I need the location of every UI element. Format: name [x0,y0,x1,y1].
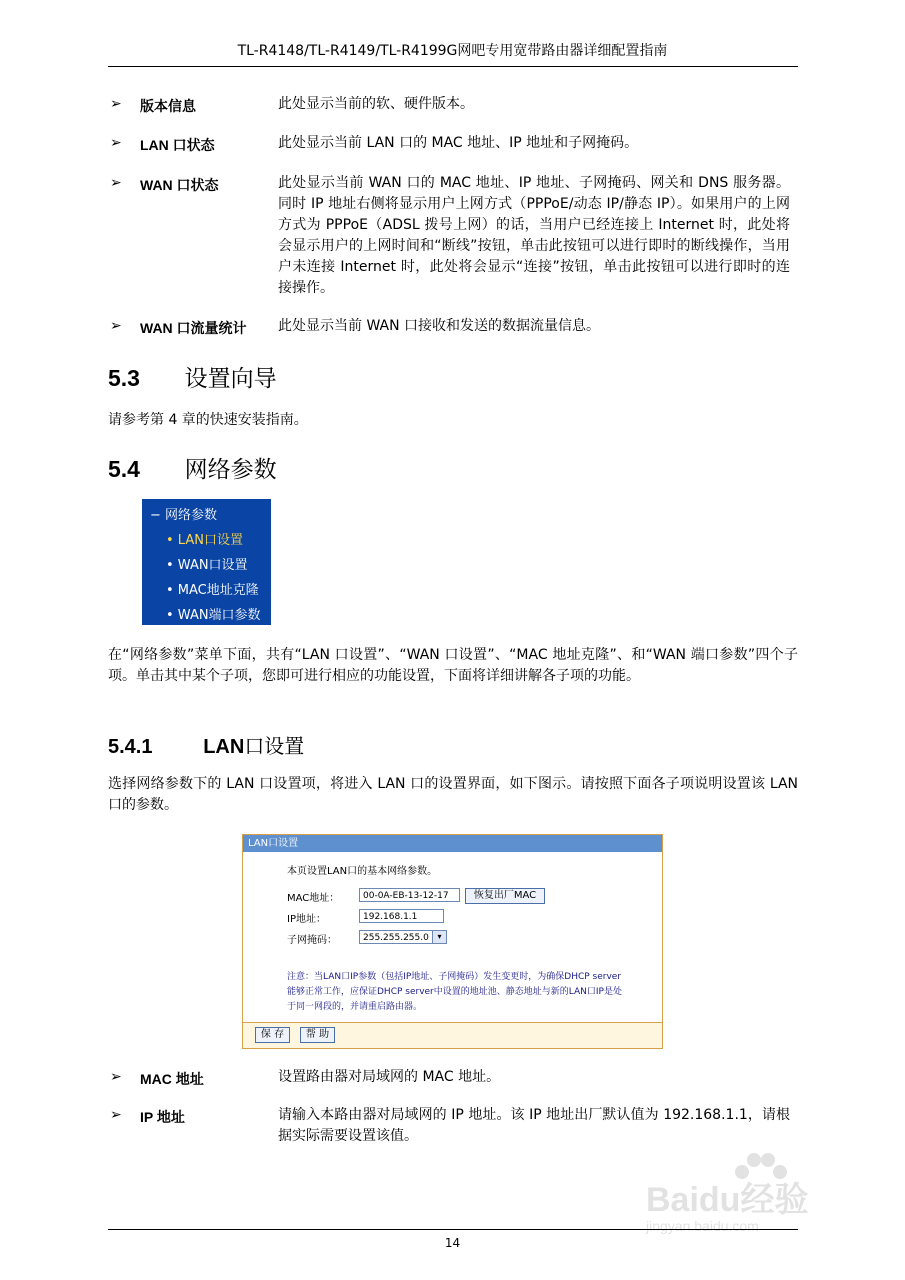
save-button[interactable]: 保 存 [255,1027,290,1043]
watermark-url: jingyan.baidu.com [646,1218,759,1234]
bullet-icon: ➢ [110,1107,122,1123]
term-lan-status: LAN 口状态 [140,137,215,153]
term-version-info: 版本信息 [140,98,196,114]
mac-input[interactable]: 00-0A-EB-13-12-17 [359,888,460,902]
subnet-mask-select[interactable] [359,930,447,944]
chevron-down-icon[interactable]: ▾ [432,931,446,943]
network-params-menu [142,499,271,625]
section-heading-5-3 [108,360,277,393]
desc-ip-address: 请输入本路由器对局域网的 IP 地址。该 IP 地址出厂默认值为 192.168.1.1，请根据实际需要设置该值。 [278,1107,790,1144]
section-5-3-text: 请参考第 4 章的快速安装指南。 [108,412,308,428]
section-heading-5-4-1 [108,730,304,759]
menu-item-lan[interactable]: • LAN口设置 [166,533,243,548]
menu-item-wan-port[interactable]: • WAN端口参数 [166,608,261,623]
mask-label: 子网掩码： [287,935,337,946]
term-wan-traffic: WAN 口流量统计 [140,320,247,336]
section-heading-5-4 [108,451,277,484]
section-title: 网络参数 [184,457,277,483]
term-mac-address: MAC 地址 [140,1071,204,1087]
subnet-mask-value: 255.255.255.0 [363,933,429,943]
bullet-icon: ➢ [110,96,122,112]
desc-wan-status: 此处显示当前 WAN 口的 MAC 地址、IP 地址、子网掩码、网关和 DNS 服务器。同时 IP 地址右侧将显示用户上网方式（PPPoE/动态 IP/静态 IP）。如果用户的上网方式为 PPPoE（ADSL 拨号上网）的话，当用户已经连接上 Internet 时，此处将会显示用户的上网时间和“断线”按钮，单击此按钮可以进行即时的断线操作，当用户未连接 Internet 时，此处将会显示“连接”按钮，单击此按钮可以进行即时的连接操作。 [278,175,790,296]
menu-item-wan[interactable]: • WAN口设置 [166,558,248,573]
section-5-4-text: 在“网络参数”菜单下面，共有“LAN 口设置”、“WAN 口设置”、“MAC 地址克隆”、和“WAN 端口参数”四个子项。单击其中某个子项，您即可进行相应的功能设置，下面将详细讲解各子项的功能。 [108,647,798,684]
desc-mac-address: 设置路由器对局域网的 MAC 地址。 [278,1069,501,1085]
restore-mac-button[interactable]: 恢复出厂MAC [465,888,545,904]
section-5-4-1-text: 选择网络参数下的 LAN 口设置项，将进入 LAN 口的设置界面，如下图示。请按照下面各子项说明设置该 LAN 口的参数。 [108,776,798,813]
lan-settings-panel [242,834,663,1049]
section-title: 设置向导 [184,366,277,392]
term-ip-address: IP 地址 [140,1109,185,1125]
section-number: 5.3 [108,365,140,391]
baidu-watermark [638,1148,858,1248]
ip-input[interactable]: 192.168.1.1 [359,909,444,923]
section-number: 5.4.1 [108,736,153,758]
desc-wan-traffic: 此处显示当前 WAN 口接收和发送的数据流量信息。 [278,318,601,334]
panel-footer [243,1023,662,1048]
header-rule [108,66,798,67]
section-title-bold: LAN [203,736,245,758]
page-number: 14 [444,1236,461,1250]
ip-label: IP地址： [287,914,326,925]
term-wan-status: WAN 口状态 [140,177,219,193]
panel-body [243,852,662,1023]
menu-item-mac-clone[interactable]: • MAC地址克隆 [166,583,259,598]
desc-version-info: 此处显示当前的软、硬件版本。 [278,96,474,112]
bullet-icon: ➢ [110,318,122,334]
bullet-icon: ➢ [110,135,122,151]
document-header: TL-R4148/TL-R4149/TL-R4199G网吧专用宽带路由器详细配置指南 [237,43,668,59]
section-number: 5.4 [108,456,140,482]
watermark-text: Baidu经验 [646,1181,809,1219]
section-title: 口设置 [244,734,305,758]
menu-parent-network-params[interactable]: − 网络参数 [150,508,218,523]
bullet-icon: ➢ [110,175,122,191]
panel-intro: 本页设置LAN口的基本网络参数。 [287,866,438,877]
desc-lan-status: 此处显示当前 LAN 口的 MAC 地址、IP 地址和子网掩码。 [278,135,639,151]
panel-title: LAN口设置 [248,838,299,849]
footer-rule [108,1229,798,1230]
help-button[interactable]: 帮 助 [300,1027,335,1043]
bullet-icon: ➢ [110,1069,122,1085]
panel-note: 注意：当LAN口IP参数（包括IP地址、子网掩码）发生变更时，为确保DHCP server能够正常工作，应保证DHCP server中设置的地址池、静态地址与新的LAN口IP是处于同一网段的，并请重启路由器。 [287,972,622,1012]
mac-label: MAC地址： [287,893,340,904]
panel-title-bar [243,835,662,852]
